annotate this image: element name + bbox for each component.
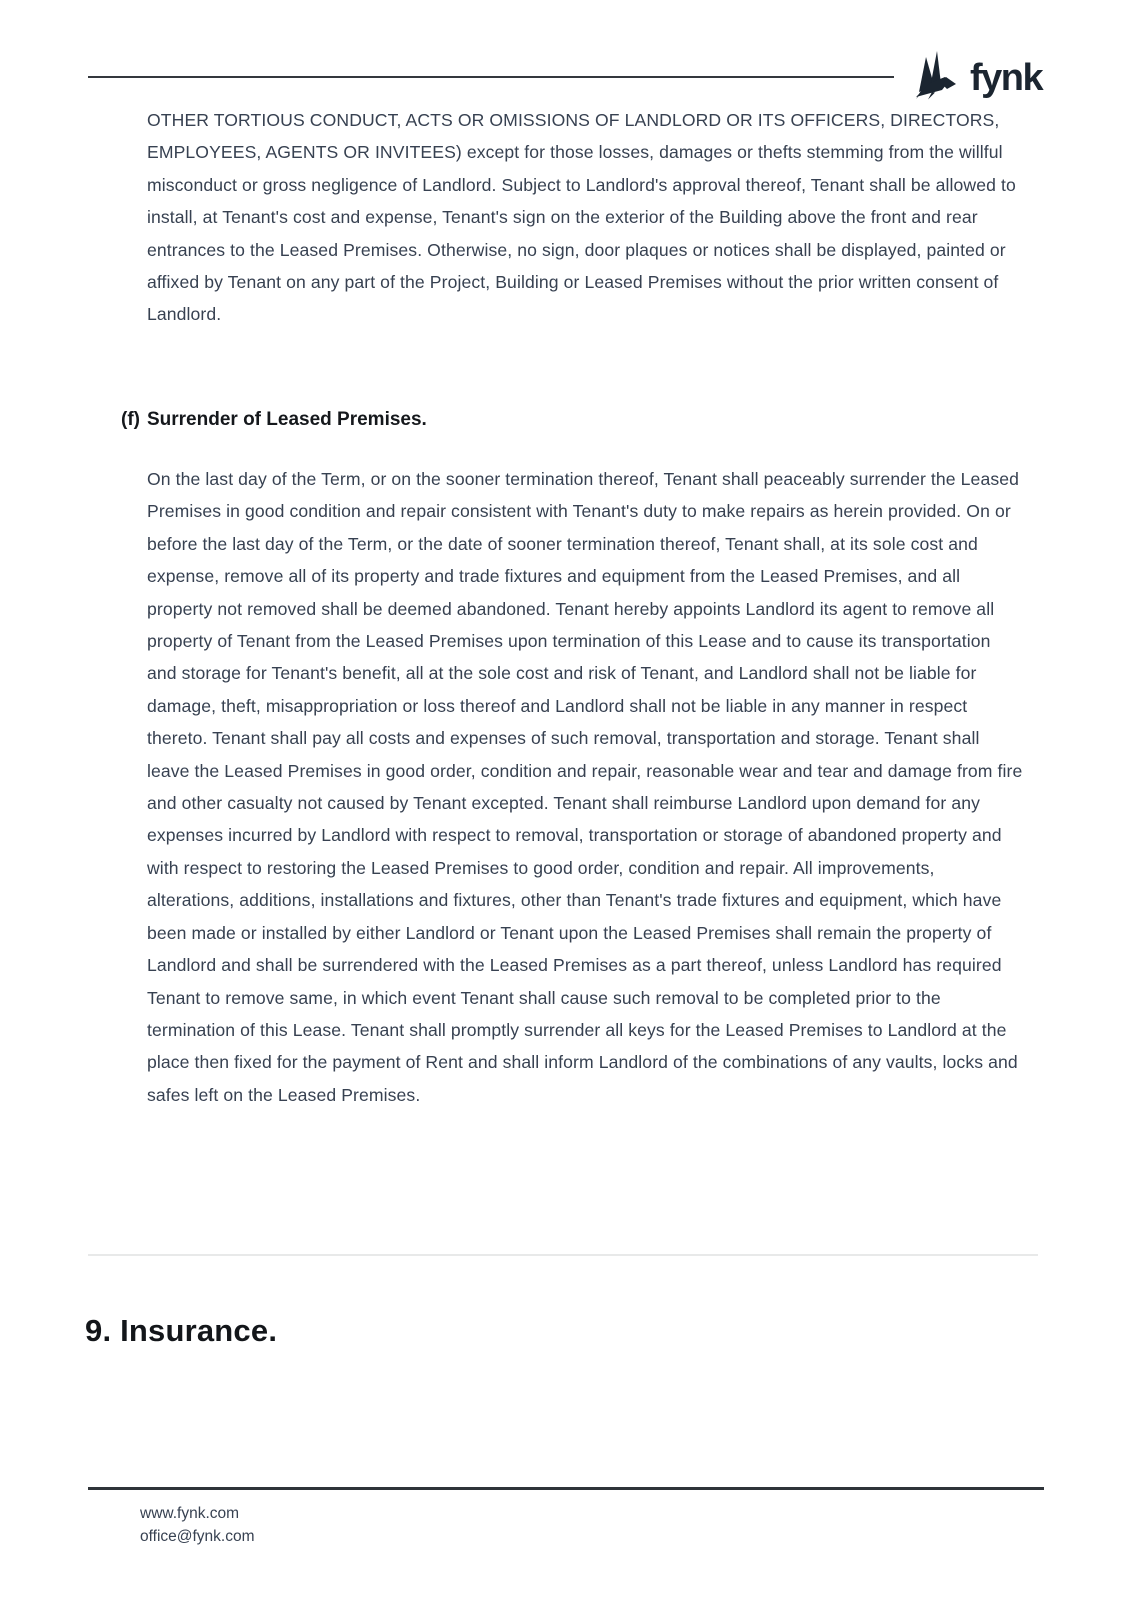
footer-email: office@fynk.com	[140, 1528, 255, 1545]
paragraph-surrender-body: On the last day of the Term, or on the sooner termination thereof, Tenant shall peaceably surrender the Leased Premises in good condition and repair consistent with Tenant's duty to make repairs as herein provided. On or before the last day of the Term, or the date of sooner termination thereof, Tenant shall, at its sole cost and expense, remove all of its property and trade fixtures and equipment from the Leased Premises, and all property not removed shall be deemed abandoned. Tenant hereby appoints Landlord its agent to remove all property of Tenant from the Leased Premises upon termination of this Lease and to cause its transportation and storage for Tenant's benefit, all at the sole cost and risk of Tenant, and Landlord shall not be liable for damage, theft, misappropriation or loss thereof and Landlord shall not be liable in any manner in respect thereto. Tenant shall pay all costs and expenses of such removal, transportation and storage. Tenant shall leave the Leased Premises in good order, condition and repair, reasonable wear and tear and damage from fire and other casualty not caused by Tenant excepted. Tenant shall reimburse Landlord upon demand for any expenses incurred by Landlord with respect to removal, transportation or storage of abandoned property and with respect to restoring the Leased Premises to good order, condition and repair. All improvements, alterations, additions, installations and fixtures, other than Tenant's trade fixtures and equipment, which have been made or installed by either Landlord or Tenant upon the Leased Premises shall remain the property of Landlord and shall be surrendered with the Leased Premises as a part thereof, unless Landlord has required Tenant to remove same, in which event Tenant shall cause such removal to be completed prior to the termination of this Lease. Tenant shall promptly surrender all keys for the Leased Premises to Landlord at the place then fixed for the payment of Rent and shall inform Landlord of the combinations of any vaults, locks and safes left on the Leased Premises.	[147, 469, 1023, 1105]
footer-divider	[88, 1487, 1044, 1490]
fynk-logo	[909, 48, 1042, 100]
fynk-logo-text: fynk	[970, 57, 1043, 99]
footer	[140, 1502, 255, 1548]
clause-f-title: Surrender of Leased Premises.	[146, 409, 427, 430]
footer-website: www.fynk.com	[140, 1505, 240, 1522]
paragraph-tortious-conduct: OTHER TORTIOUS CONDUCT, ACTS OR OMISSIONS OF LANDLORD OR ITS OFFICERS, DIRECTORS, EMPLOYEES, AGENTS OR INVITEES) except for those losses, damages or thefts stemming from the willful misconduct or gross negligence of Landlord. Subject to Landlord's approval thereof, Tenant shall be allowed to install, at Tenant's cost and expense, Tenant's sign on the exterior of the Building above the front and rear entrances to the Leased Premises. Otherwise, no sign, door plaques or notices shall be displayed, painted or affixed by Tenant on any part of the Project, Building or Leased Premises without the prior written consent of Landlord.	[147, 110, 1016, 325]
section-divider	[88, 1254, 1038, 1256]
clause-f-heading	[121, 408, 427, 432]
section-9-heading: 9. Insurance.	[85, 1313, 278, 1348]
origami-bird-icon	[909, 48, 961, 100]
header-divider	[88, 76, 894, 78]
clause-f-label: (f)	[121, 409, 140, 430]
